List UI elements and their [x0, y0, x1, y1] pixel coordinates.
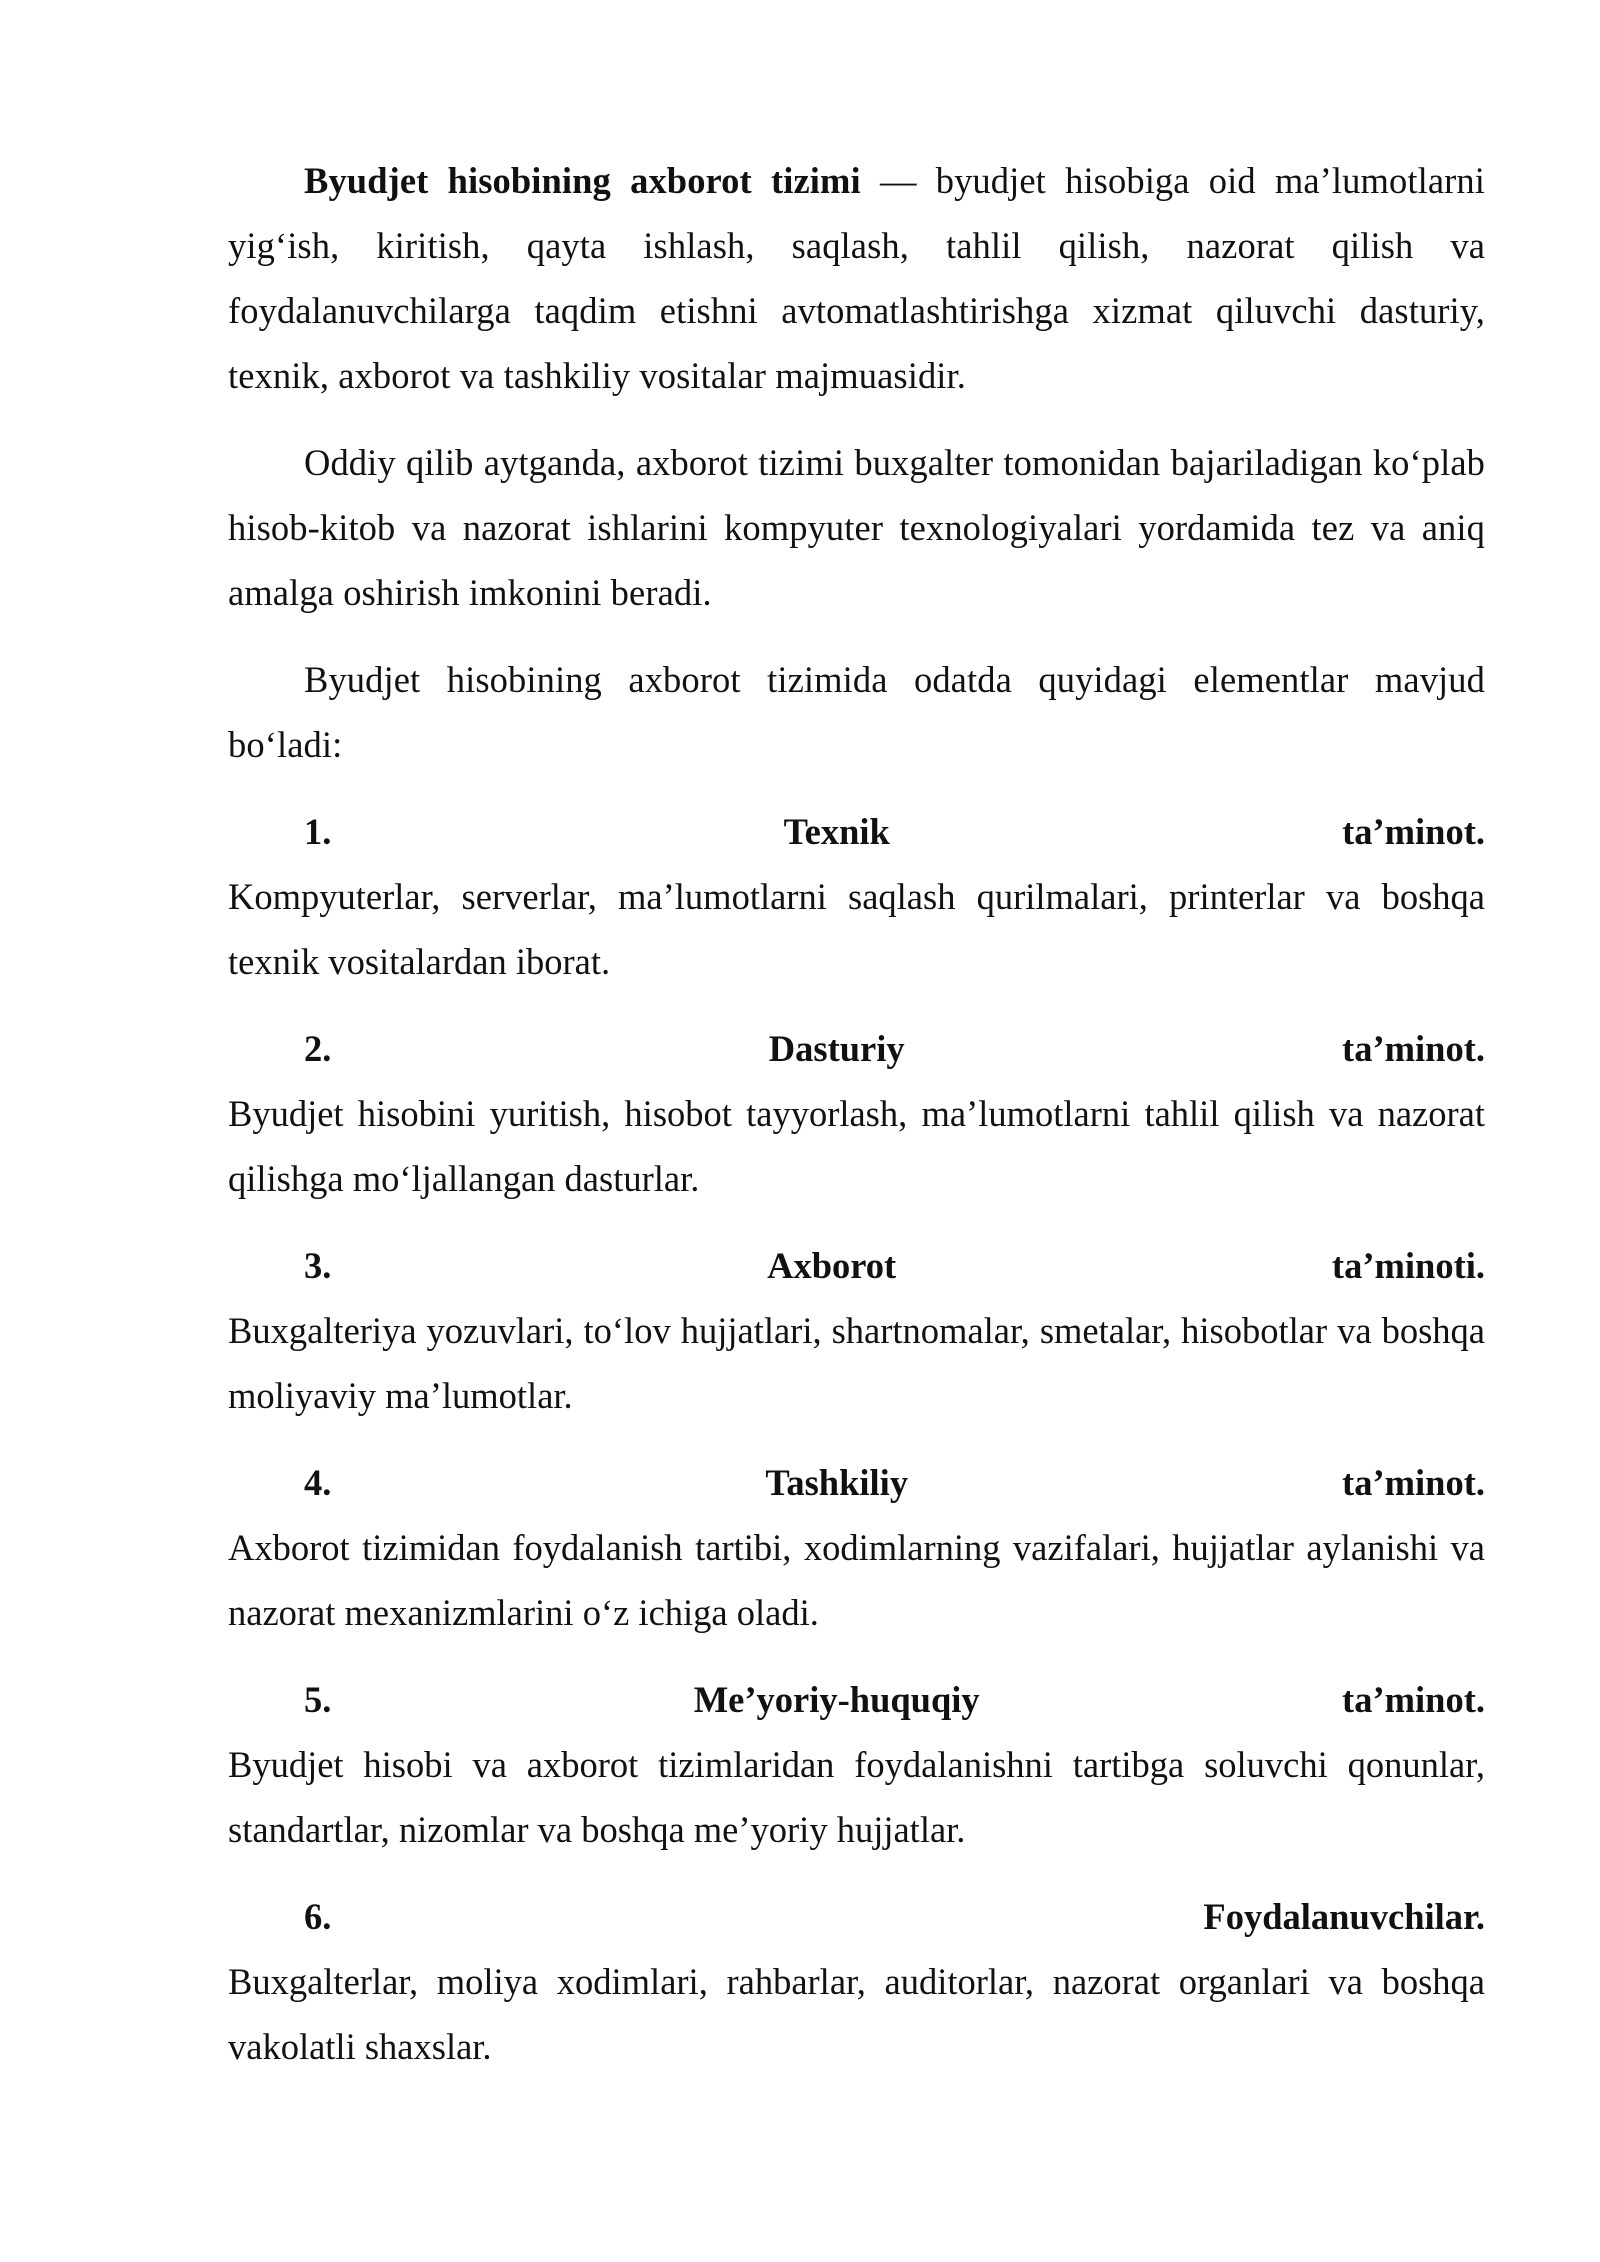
list-item-suffix: ta’minot. — [1342, 1462, 1485, 1503]
list-item-number: 5. — [304, 1679, 332, 1720]
list-item-5 — [228, 1667, 1485, 1862]
list-item-heading — [228, 1667, 1485, 1732]
list-item-heading — [228, 1450, 1485, 1515]
list-item-body: Byudjet hisobini yuritish, hisobot tayyorlash, ma’lumotlarni tahlil qilish va nazorat qilishga mo‘ljallangan dasturlar. — [228, 1093, 1485, 1199]
list-item-suffix: ta’minot. — [1342, 811, 1485, 852]
list-item-title: Dasturiy — [768, 1028, 905, 1069]
list-item-body: Buxgalteriya yozuvlari, to‘lov hujjatlari, shartnomalar, smetalar, hisobotlar va boshqa moliyaviy ma’lumotlar. — [228, 1310, 1485, 1416]
list-item-heading — [228, 799, 1485, 864]
list-item-1 — [228, 799, 1485, 994]
list-item-suffix: ta’minot. — [1342, 1028, 1485, 1069]
list-item-number: 2. — [304, 1028, 332, 1069]
list-item-number: 3. — [304, 1245, 332, 1286]
list-item-suffix: Foydalanuvchilar. — [1203, 1896, 1485, 1937]
list-item-4 — [228, 1450, 1485, 1645]
intro-paragraph — [228, 148, 1485, 408]
document-page — [228, 148, 1485, 2101]
list-item-body: Axborot tizimidan foydalanish tartibi, xodimlarning vazifalari, hujjatlar aylanishi va nazorat mexanizmlarini o‘z ichiga oladi. — [228, 1527, 1485, 1633]
list-item-heading — [228, 1884, 1485, 1949]
list-item-3 — [228, 1233, 1485, 1428]
list-item-suffix: ta’minot. — [1342, 1679, 1485, 1720]
intro-term: Byudjet hisobining axborot tizimi — [304, 160, 861, 201]
intro-definition: — byudjet hisobiga oid ma’lumotlarni yig‘ish, kiritish, qayta ishlash, saqlash, tahlil qilish, nazorat qilish va foydalanuvchilarga taqdim etishni avtomatlashtirishga xizmat qiluvchi dasturiy, texnik, axborot va tashkiliy vositalar majmuasidir. — [228, 160, 1485, 396]
list-item-suffix: ta’minoti. — [1331, 1245, 1485, 1286]
list-item-number: 6. — [304, 1896, 332, 1937]
list-item-body: Kompyuterlar, serverlar, ma’lumotlarni saqlash qurilmalari, printerlar va boshqa texnik vositalardan iborat. — [228, 876, 1485, 982]
list-item-title: Tashkiliy — [765, 1462, 909, 1503]
list-item-title: Texnik — [783, 811, 890, 852]
list-item-heading — [228, 1233, 1485, 1298]
list-item-heading — [228, 1016, 1485, 1081]
list-item-body: Byudjet hisobi va axborot tizimlaridan foydalanishni tartibga soluvchi qonunlar, standartlar, nizomlar va boshqa me’yoriy hujjatlar. — [228, 1744, 1485, 1850]
list-item-title: Me’yoriy-huquqiy — [693, 1679, 980, 1720]
paragraph-3: Byudjet hisobining axborot tizimida odatda quyidagi elementlar mavjud bo‘ladi: — [228, 659, 1485, 765]
paragraph-2: Oddiy qilib aytganda, axborot tizimi buxgalter tomonidan bajariladigan ko‘plab hisob-kitob va nazorat ishlarini kompyuter texnologiyalari yordamida tez va aniq amalga oshirish imkonini beradi. — [228, 442, 1485, 613]
list-item-number: 1. — [304, 811, 332, 852]
list-item-body: Buxgalterlar, moliya xodimlari, rahbarlar, auditorlar, nazorat organlari va boshqa vakolatli shaxslar. — [228, 1961, 1485, 2067]
list-item-6 — [228, 1884, 1485, 2079]
list-item-number: 4. — [304, 1462, 332, 1503]
list-item-title: Axborot — [767, 1245, 897, 1286]
list-item-2 — [228, 1016, 1485, 1211]
